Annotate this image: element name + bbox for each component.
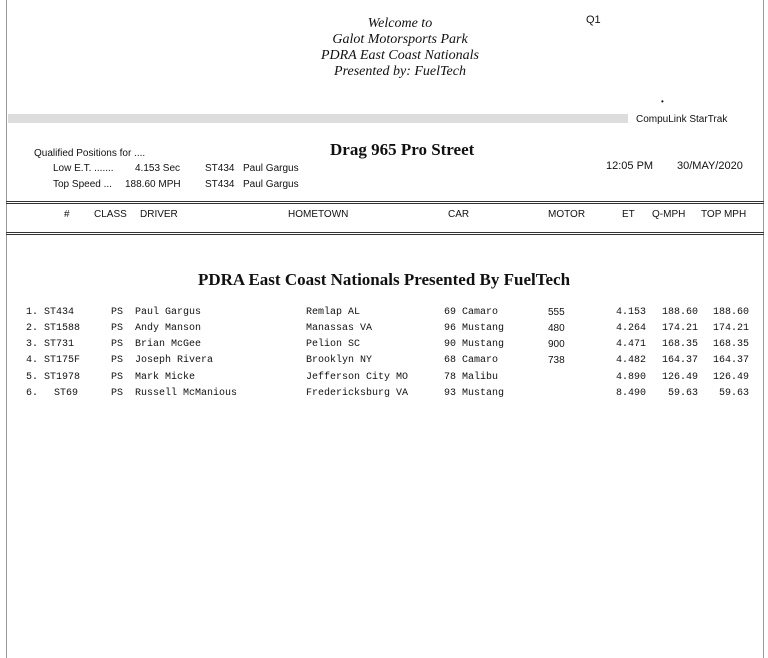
cell-pos: 2. [26,323,39,334]
low-et-label: Low E.T. ....... [53,163,114,174]
cell-class: PS [111,339,124,350]
col-et: ET [622,209,635,220]
col-class: CLASS [94,209,127,220]
cell-num: ST731 [44,339,75,350]
rule-mid [6,232,764,233]
system-name: CompuLink StarTrak [636,114,728,125]
table-row [0,388,768,404]
cell-topmph: 164.37 [712,355,749,366]
cell-topmph: 59.63 [718,388,749,399]
welcome-line: Presented by: FuelTech [334,64,466,79]
top-speed-line [53,179,299,190]
cell-car: 93 Mustang [444,388,505,399]
cell-driver: Joseph Rivera [135,355,214,366]
cell-qmph: 188.60 [661,307,698,318]
cell-motor: 555 [548,307,565,318]
cell-pos: 6. [26,388,39,399]
cell-car: 96 Mustang [444,323,505,334]
top-speed-car: ST434 [205,179,235,190]
date: 30/MAY/2020 [677,160,743,172]
qualified-label: Qualified Positions for .... [34,148,146,159]
welcome-line: Welcome to [367,16,433,31]
col-driver: DRIVER [140,209,178,220]
cell-et: 4.264 [615,323,646,334]
cell-topmph: 126.49 [712,372,749,383]
cell-class: PS [111,388,124,399]
cell-hometown: Jefferson City MO [306,372,409,383]
col-topmph: TOP MPH [701,209,747,220]
page-code: Q1 [586,14,601,26]
welcome-block [250,16,550,80]
cell-qmph: 168.35 [661,339,698,350]
small-mark: • [661,97,664,106]
cell-class: PS [111,323,124,334]
cell-driver: Paul Gargus [135,307,202,318]
low-et-car: ST434 [205,163,235,174]
cell-qmph: 164.37 [661,355,698,366]
table-row [0,372,768,388]
event-subtitle: PDRA East Coast Nationals Presented By FuelTech [197,270,571,289]
cell-hometown: Remlap AL [306,307,361,318]
cell-motor: 480 [548,323,565,334]
cell-car: 90 Mustang [444,339,505,350]
cell-class: PS [111,372,124,383]
cell-driver: Brian McGee [135,339,202,350]
top-speed-driver: Paul Gargus [243,179,299,190]
table-row [0,323,768,339]
low-et-line [53,163,299,174]
table-row [0,339,768,355]
rule-mid-2 [6,234,764,235]
rule-top-2 [6,203,764,204]
low-et-value: 4.153 Sec [135,163,181,174]
rule-top [6,201,764,202]
cell-num: ST69 [54,388,79,399]
cell-topmph: 168.35 [712,339,749,350]
cell-et: 4.890 [615,372,646,383]
cell-hometown: Fredericksburg VA [306,388,409,399]
cell-num: ST1588 [44,323,81,334]
col-car: CAR [448,209,470,220]
cell-hometown: Pelion SC [306,339,361,350]
cell-class: PS [111,355,124,366]
col-num: # [64,209,70,220]
cell-driver: Andy Manson [135,323,202,334]
cell-driver: Mark Micke [135,372,196,383]
cell-et: 4.482 [615,355,646,366]
col-qmph: Q-MPH [652,209,686,220]
cell-num: ST175F [44,355,81,366]
cell-qmph: 126.49 [661,372,698,383]
time: 12:05 PM [606,160,654,172]
col-motor: MOTOR [548,209,586,220]
top-speed-value: 188.60 MPH [125,179,181,190]
cell-num: ST1978 [44,372,81,383]
cell-car: 68 Camaro [444,355,499,366]
cell-pos: 4. [26,355,39,366]
cell-et: 8.490 [615,388,646,399]
cell-pos: 5. [26,372,39,383]
cell-qmph: 174.21 [661,323,698,334]
welcome-line: Galot Motorsports Park [332,32,468,47]
col-hometown: HOMETOWN [288,209,349,220]
cell-driver: Russell McManious [135,388,238,399]
cell-topmph: 188.60 [712,307,749,318]
cell-topmph: 174.21 [712,323,749,334]
cell-pos: 3. [26,339,39,350]
top-speed-label: Top Speed ... [53,179,112,190]
cell-motor: 738 [548,355,565,366]
cell-motor: 900 [548,339,565,350]
low-et-driver: Paul Gargus [243,163,299,174]
cell-pos: 1. [26,307,39,318]
cell-et: 4.471 [615,339,646,350]
table-row [0,355,768,371]
cell-num: ST434 [44,307,75,318]
cell-car: 78 Malibu [444,372,499,383]
dotted-separator [8,114,628,123]
cell-qmph: 59.63 [667,388,698,399]
cell-et: 4.153 [615,307,646,318]
cell-hometown: Manassas VA [306,323,373,334]
class-heading: Drag 965 Pro Street [330,140,475,159]
table-row [0,307,768,323]
cell-class: PS [111,307,124,318]
cell-car: 69 Camaro [444,307,499,318]
cell-hometown: Brooklyn NY [306,355,373,366]
welcome-line: PDRA East Coast Nationals [320,48,480,63]
